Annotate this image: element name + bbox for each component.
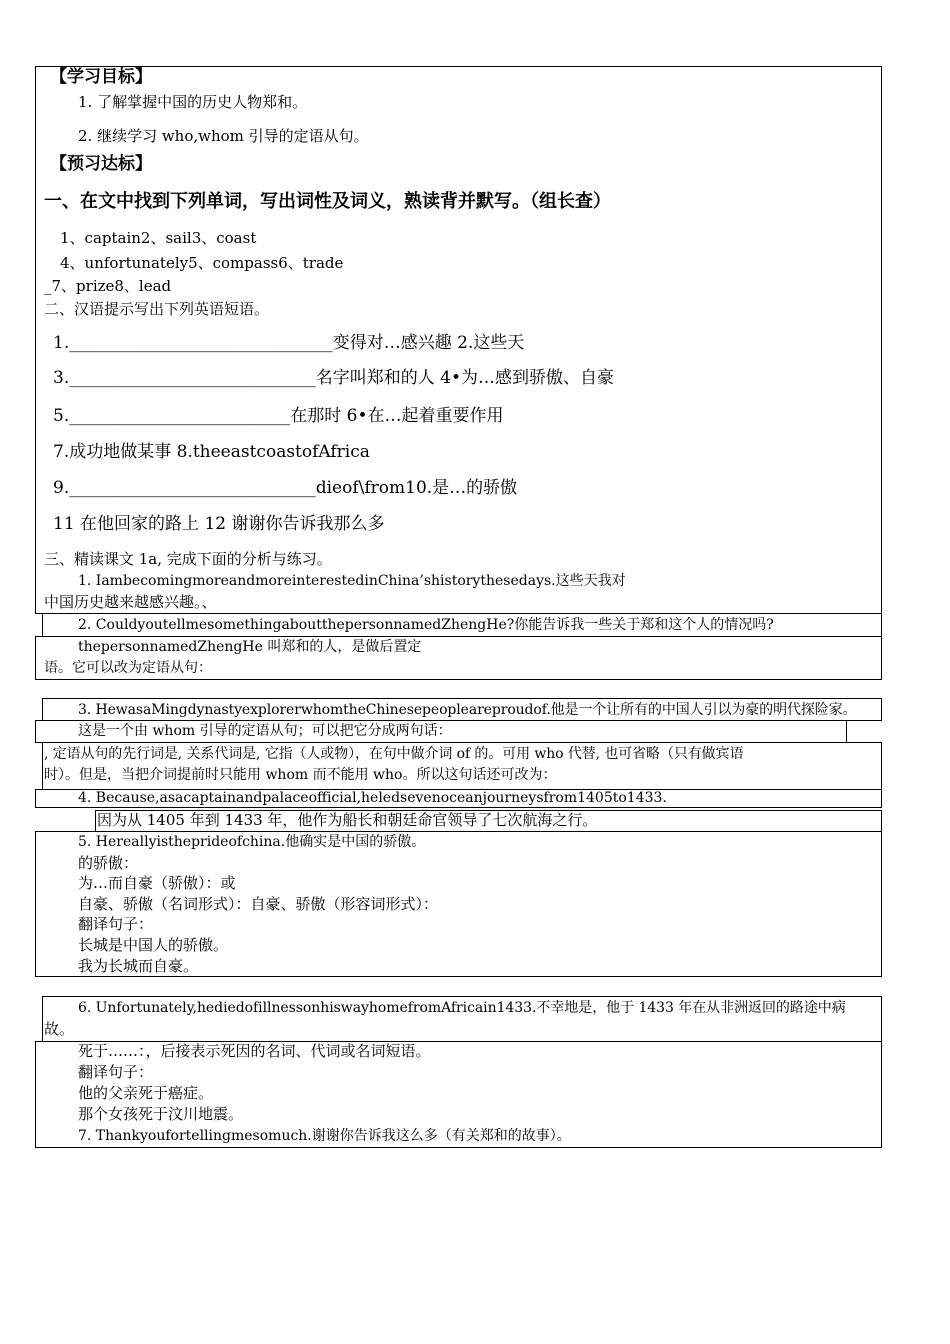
phrase-line-1: 1._______________________________变得对…感兴趣 2.这些天: [53, 333, 525, 353]
sentence6-note-3: 他的父亲死于癌症。: [78, 1084, 214, 1102]
sentence6: 6. Unfortunately,hediedofillnessonhiswayhomefromAfricain1433.不幸地是，他于 1433 年在从非洲返回的路途中病: [78, 1000, 846, 1016]
sentence5-line-3: 为…而自豪（骄傲）：或: [78, 874, 236, 892]
phrase-line-4: 7.成功地做某事 8.theeastcoastofAfrica: [53, 442, 370, 462]
sentence3-note-2a: , 定语从句的先行词是, 关系代词是, 它指（人或物），在句中做介词 of 的。可用 who 代替, 也可省略（只有做宾语: [44, 746, 744, 762]
section2-title: 二、汉语提示写出下列英语短语。: [44, 300, 270, 318]
phrase-line-5: 9._____________________________dieof\from10.是…的骄傲: [53, 478, 518, 498]
sentence5: 5. Hereallyistheprideofchina.他确实是中国的骄傲。: [78, 834, 426, 850]
sentence6-note-1: 死于……：，后接表示死因的名词、代词或名词短语。: [78, 1042, 431, 1060]
goal-item-2: 2. 继续学习 who,whom 引导的定语从句。: [78, 127, 369, 145]
phrase-line-3: 5.__________________________在那时 6•在…起着重要作用: [53, 406, 504, 426]
sentence2-note-2: 语。它可以改为定语从句：: [44, 660, 212, 676]
section3-title: 三、精读课文 1a, 完成下面的分析与练习。: [44, 550, 332, 568]
sentence6-note-2: 翻译句子：: [78, 1063, 154, 1081]
phrase-line-6: 11 在他回家的路上 12 谢谢你告诉我那么多: [53, 514, 385, 534]
section1-title: 一、在文中找到下列单词，写出词性及词义，熟读背并默写。（组长查）: [44, 191, 611, 212]
sentence2: 2. CouldyoutellmesomethingaboutthepersonnamedZhengHe?你能告诉我一些关于郑和这个人的情况吗?: [78, 617, 774, 633]
sentence6-cont: 故。: [44, 1020, 75, 1038]
sentence5-line-6: 长城是中国人的骄傲。: [78, 936, 229, 954]
goals-heading: 【学习目标】: [50, 67, 152, 87]
sentence3-note-1: 这是一个由 whom 引导的定语从句；可以把它分成两句话：: [78, 723, 452, 739]
goal-item-1: 1. 了解掌握中国的历史人物郑和。: [78, 93, 308, 111]
vocab-line-1: 1、captain2、sail3、coast: [60, 229, 257, 247]
sentence5-line-2: 的骄傲：: [78, 854, 139, 872]
sentence5-line-7: 我为长城而自豪。: [78, 957, 199, 975]
sentence4: 4. Because,asacaptainandpalaceofficial,heledsevenoceanjourneysfrom1405to1433.: [78, 790, 667, 806]
sentence6-note-4: 那个女孩死于汶川地震。: [78, 1105, 244, 1123]
sentence3-note-2b: 时）。但是，当把介词提前时只能用 whom 而不能用 who。所以这句话还可改为：: [44, 767, 557, 783]
preview-heading: 【预习达标】: [50, 154, 152, 174]
sentence5-line-4: 自豪、骄傲（名词形式）：自豪、骄傲（形容词形式）：: [78, 895, 439, 913]
sentence7: 7. Thankyoufortellingmesomuch.谢谢你告诉我这么多（有关郑和的故事）。: [78, 1128, 571, 1144]
sentence2-note-1: thepersonnamedZhengHe 叫郑和的人，是做后置定: [78, 639, 422, 655]
sentence4-cn: 因为从 1405 年到 1433 年，他作为船长和朝廷命官领导了七次航海之行。: [97, 811, 598, 829]
sentence1-en: 1. IambecomingmoreandmoreinterestedinChina’shistorythesedays.这些天我对: [78, 573, 626, 589]
sentence3: 3. HewasaMingdynastyexplorerwhomtheChinesepeopleareproudof.他是一个让所有的中国人引以为豪的明代探险家。: [78, 702, 857, 718]
phrase-line-2: 3._____________________________名字叫郑和的人 4•为…感到骄傲、自豪: [53, 368, 614, 388]
vocab-line-2: 4、unfortunately5、compass6、trade: [60, 254, 344, 272]
vocab-line-3: _7、prize8、lead: [44, 277, 172, 295]
sentence1-cn: 中国历史越来越感兴趣。、: [44, 593, 217, 611]
sentence5-line-5: 翻译句子：: [78, 915, 154, 933]
